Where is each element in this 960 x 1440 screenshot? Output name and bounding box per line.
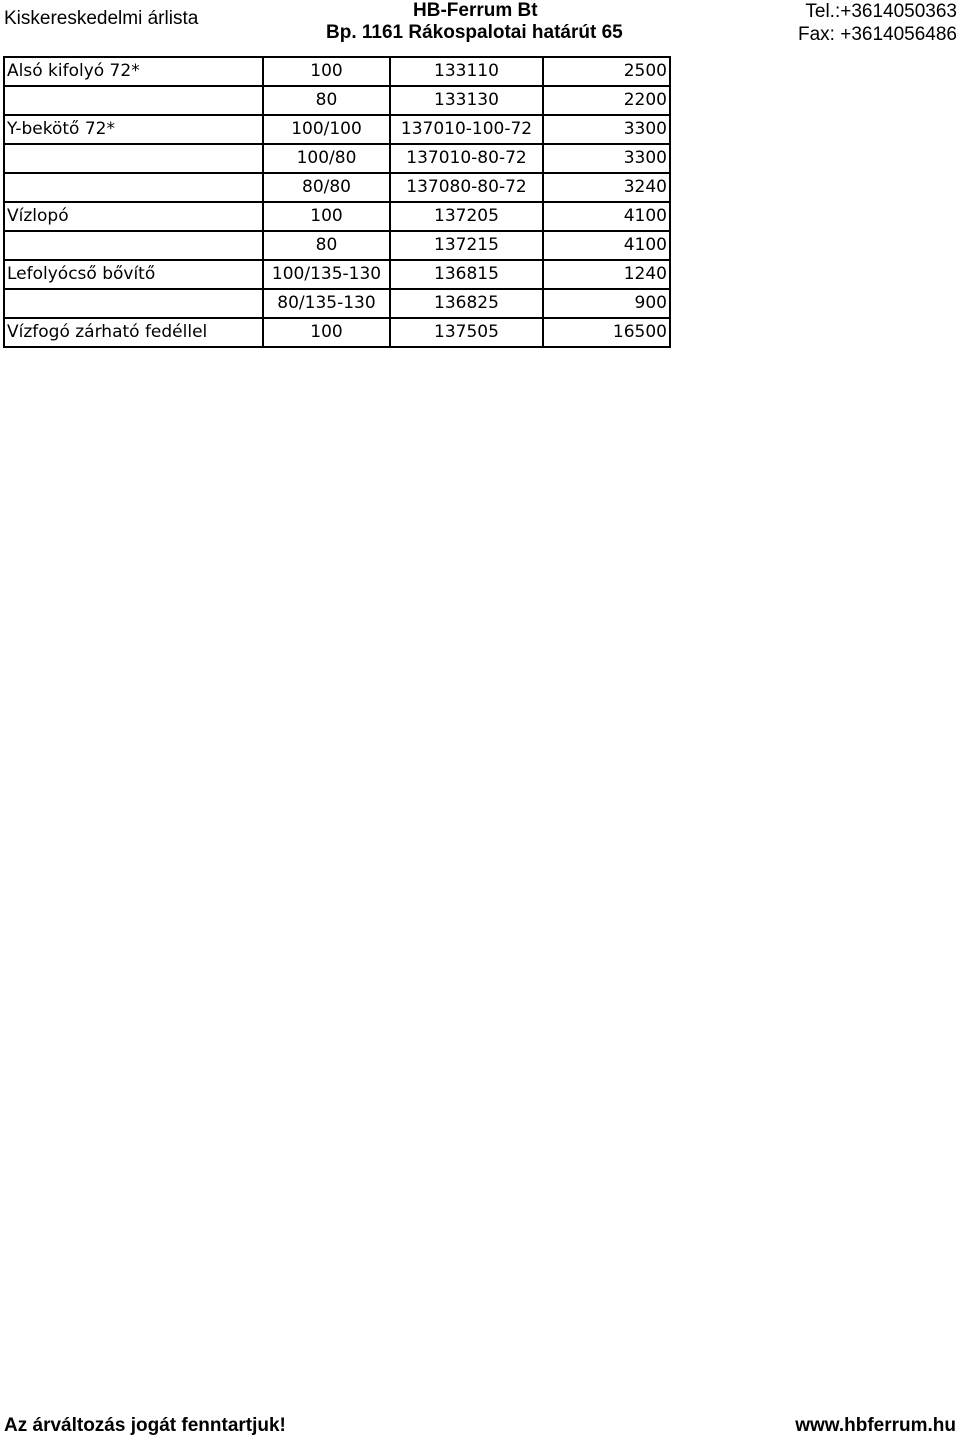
product-name-cell — [4, 231, 263, 260]
size-cell: 80/80 — [263, 173, 390, 202]
product-code-cell: 133130 — [390, 86, 543, 115]
price-cell: 1240 — [543, 260, 670, 289]
size-cell: 100 — [263, 202, 390, 231]
product-code-cell: 137080-80-72 — [390, 173, 543, 202]
product-code-cell: 136815 — [390, 260, 543, 289]
table-row — [4, 86, 670, 115]
table-row — [4, 57, 670, 86]
size-cell: 80/135-130 — [263, 289, 390, 318]
table-row — [4, 115, 670, 144]
price-list-title: Kiskereskedelmi árlista — [4, 8, 199, 29]
fax-number: Fax: +3614056486 — [798, 24, 957, 45]
size-cell: 100/100 — [263, 115, 390, 144]
table-row — [4, 289, 670, 318]
price-cell: 3300 — [543, 144, 670, 173]
price-change-notice: Az árváltozás jogát fenntartjuk! — [4, 1415, 286, 1436]
size-cell: 100/80 — [263, 144, 390, 173]
product-name-cell: Vízfogó zárható fedéllel — [4, 318, 263, 347]
product-name-cell: Vízlopó — [4, 202, 263, 231]
price-cell: 3240 — [543, 173, 670, 202]
table-row — [4, 144, 670, 173]
table-row — [4, 202, 670, 231]
price-cell: 4100 — [543, 231, 670, 260]
price-cell: 3300 — [543, 115, 670, 144]
product-code-cell: 136825 — [390, 289, 543, 318]
product-name-cell — [4, 173, 263, 202]
size-cell: 100/135-130 — [263, 260, 390, 289]
product-code-cell: 137215 — [390, 231, 543, 260]
company-name: HB-Ferrum Bt — [413, 0, 538, 21]
price-cell: 2200 — [543, 86, 670, 115]
table-row — [4, 260, 670, 289]
product-code-cell: 133110 — [390, 57, 543, 86]
price-cell: 2500 — [543, 57, 670, 86]
price-table-body — [4, 57, 670, 347]
price-table — [3, 56, 671, 348]
price-cell: 16500 — [543, 318, 670, 347]
product-name-cell: Y-bekötő 72* — [4, 115, 263, 144]
product-name-cell — [4, 289, 263, 318]
website-link[interactable]: www.hbferrum.hu — [795, 1415, 956, 1436]
company-address: Bp. 1161 Rákospalotai határút 65 — [326, 22, 623, 43]
size-cell: 100 — [263, 57, 390, 86]
contact-block — [798, 0, 957, 46]
product-code-cell: 137205 — [390, 202, 543, 231]
size-cell: 100 — [263, 318, 390, 347]
size-cell: 80 — [263, 86, 390, 115]
product-code-cell: 137010-100-72 — [390, 115, 543, 144]
product-name-cell — [4, 144, 263, 173]
table-row — [4, 318, 670, 347]
product-name-cell: Lefolyócső bővítő — [4, 260, 263, 289]
table-row — [4, 173, 670, 202]
size-cell: 80 — [263, 231, 390, 260]
product-name-cell — [4, 86, 263, 115]
table-row — [4, 231, 670, 260]
product-code-cell: 137505 — [390, 318, 543, 347]
product-name-cell: Alsó kifolyó 72* — [4, 57, 263, 86]
phone-number: Tel.:+3614050363 — [805, 1, 957, 22]
price-cell: 900 — [543, 289, 670, 318]
price-cell: 4100 — [543, 202, 670, 231]
product-code-cell: 137010-80-72 — [390, 144, 543, 173]
